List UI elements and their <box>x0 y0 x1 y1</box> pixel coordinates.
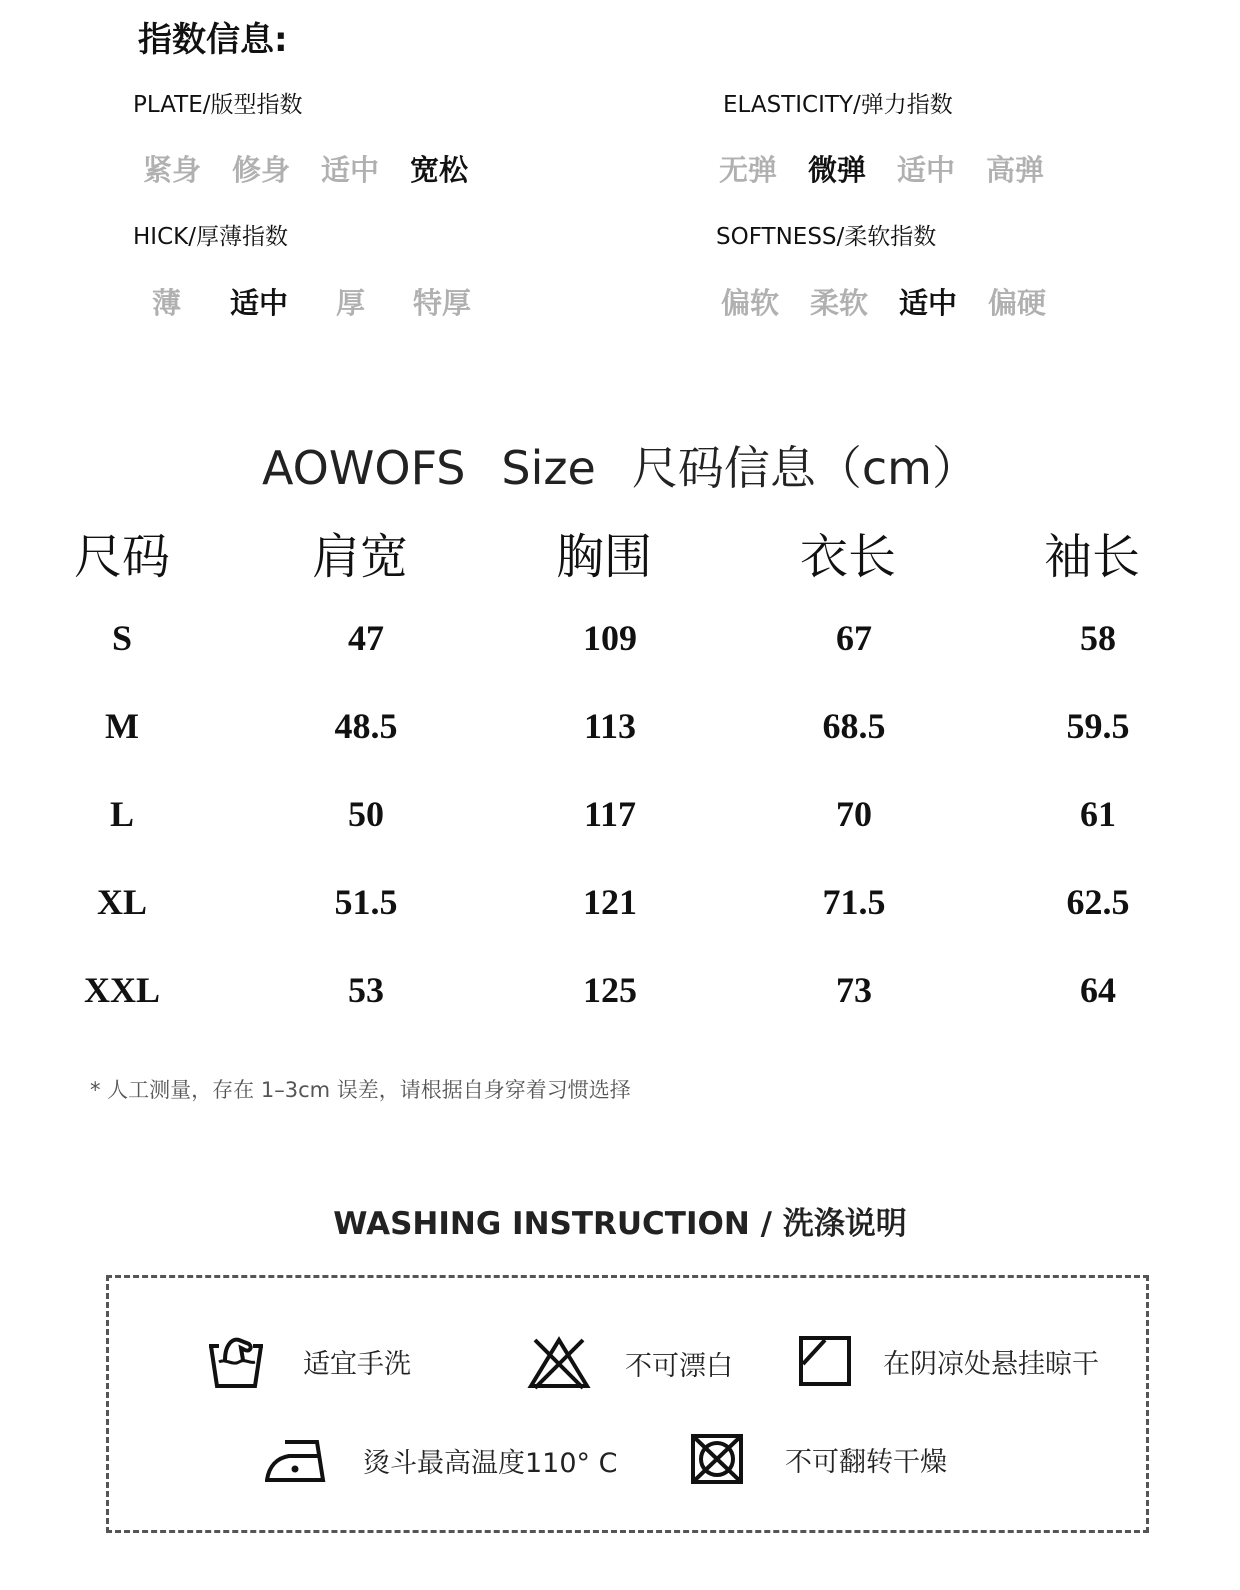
wash-item-iron <box>265 1436 617 1484</box>
wash-item-no-tumble-dry <box>691 1434 947 1484</box>
wash-item-line-dry <box>799 1336 1099 1386</box>
table-cell: 71.5 <box>822 882 886 922</box>
softness-option-soft: 柔软 <box>810 286 869 320</box>
header-shoulder: 肩宽 <box>311 529 408 585</box>
thickness-option-thin: 薄 <box>152 286 182 320</box>
thickness-option-thick: 厚 <box>336 286 366 320</box>
table-cell: 59.5 <box>1066 706 1130 746</box>
plate-option-slim: 修身 <box>232 153 291 187</box>
iron-icon <box>265 1436 327 1484</box>
table-cell: XXL <box>83 970 160 1010</box>
table-cell: 70 <box>836 794 872 834</box>
table-cell: 117 <box>583 794 636 834</box>
iron-text: 烫斗最高温度110° C <box>363 1447 618 1479</box>
softness-option-medium-selected: 适中 <box>899 286 958 320</box>
size-title-cn: 尺码信息（cm） <box>631 441 978 495</box>
no-tumble-dry-icon <box>691 1434 743 1484</box>
table-cell: L <box>109 794 134 834</box>
table-cell: 53 <box>348 970 384 1010</box>
header-length: 衣长 <box>799 529 896 585</box>
softness-index-label: SOFTNESS/柔软指数 <box>716 224 937 250</box>
measurement-note: * 人工测量，存在 1–3cm 误差，请根据自身穿着习惯选择 <box>90 1078 631 1102</box>
size-chart-title <box>0 432 1240 498</box>
plate-option-regular: 适中 <box>321 153 380 187</box>
size-title-size: Size <box>501 441 596 495</box>
plate-option-tight: 紧身 <box>143 153 202 187</box>
table-cell: 67 <box>836 618 872 658</box>
hand-wash-text: 适宜手洗 <box>303 1348 411 1380</box>
washing-box <box>106 1275 1149 1533</box>
elasticity-index-label: ELASTICITY/弹力指数 <box>723 92 953 118</box>
wash-item-no-bleach <box>527 1336 733 1390</box>
plate-option-loose-selected: 宽松 <box>410 153 469 187</box>
wash-item-hand-wash <box>205 1330 411 1392</box>
table-cell: 48.5 <box>334 706 398 746</box>
table-cell: XL <box>96 882 147 922</box>
table-cell: 109 <box>583 618 637 658</box>
no-tumble-dry-text: 不可翻转干燥 <box>785 1446 947 1478</box>
table-cell: S <box>111 618 133 658</box>
header-sleeve: 袖长 <box>1043 529 1140 585</box>
table-cell: 61 <box>1080 794 1116 834</box>
table-cell: 113 <box>583 706 636 746</box>
table-cell: 51.5 <box>334 882 398 922</box>
table-cell: 47 <box>348 618 384 658</box>
thickness-option-extra-thick: 特厚 <box>413 286 472 320</box>
line-dry-text: 在阴凉处悬挂晾干 <box>883 1348 1099 1380</box>
washing-title: WASHING INSTRUCTION / 洗涤说明 <box>333 1206 907 1242</box>
table-cell: 58 <box>1080 618 1116 658</box>
table-cell: 50 <box>348 794 384 834</box>
softness-option-hard-leaning: 偏硬 <box>988 286 1047 320</box>
index-info-title: 指数信息: <box>138 20 288 60</box>
table-cell: 121 <box>583 882 637 922</box>
header-size: 尺码 <box>73 529 170 585</box>
no-bleach-icon <box>527 1336 591 1390</box>
hand-wash-icon <box>205 1330 267 1392</box>
elasticity-option-high: 高弹 <box>986 153 1045 187</box>
thickness-option-medium-selected: 适中 <box>230 286 289 320</box>
no-bleach-text: 不可漂白 <box>625 1350 733 1382</box>
size-title-brand: AOWOFS <box>262 441 466 495</box>
table-cell: 125 <box>583 970 637 1010</box>
elasticity-option-slight-selected: 微弹 <box>808 153 867 187</box>
table-cell: M <box>105 706 139 746</box>
table-cell: 62.5 <box>1066 882 1130 922</box>
elasticity-option-none: 无弹 <box>719 153 778 187</box>
table-cell: 64 <box>1080 970 1116 1010</box>
line-dry-shade-icon <box>799 1336 851 1386</box>
plate-index-label: PLATE/版型指数 <box>133 92 303 118</box>
table-cell: 68.5 <box>822 706 886 746</box>
table-cell: 73 <box>836 970 872 1010</box>
header-chest: 胸围 <box>555 529 652 585</box>
softness-option-soft-leaning: 偏软 <box>721 286 780 320</box>
elasticity-option-medium: 适中 <box>897 153 956 187</box>
thickness-index-label: HICK/厚薄指数 <box>133 224 288 250</box>
